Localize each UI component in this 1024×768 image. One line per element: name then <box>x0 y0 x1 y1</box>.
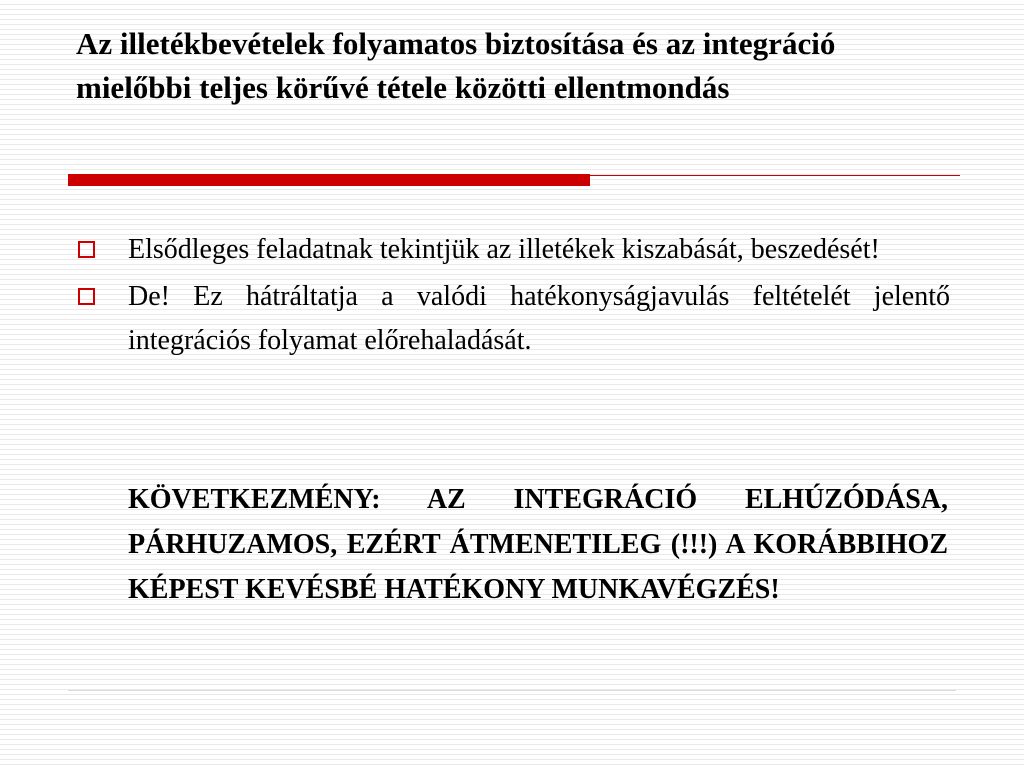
bullet-item <box>78 228 950 272</box>
hollow-square-bullet-icon <box>78 241 95 258</box>
consequence-statement: KÖVETKEZMÉNY: AZ INTEGRÁCIÓ ELHÚZÓDÁSA, PÁRHUZAMOS, EZÉRT ÁTMENETILEG (!!!) A KORÁBBIHOZ KÉPEST KEVÉSBÉ HATÉKONY MUNKAVÉGZÉS! <box>128 484 948 605</box>
bullet-item <box>78 275 950 363</box>
slide-title: Az illetékbevételek folyamatos biztosítása és az integráció mielőbbi teljes körűvé tétele közötti ellentmondás <box>76 26 836 105</box>
footer-divider <box>68 690 956 691</box>
bullet-text: Elsődleges feladatnak tekintjük az illetékek kiszabását, beszedését! <box>128 234 880 265</box>
hollow-square-bullet-icon <box>78 288 95 305</box>
title-underline-thin-line <box>590 175 960 176</box>
bullet-text: De! Ez hátráltatja a valódi hatékonyságjavulás feltételét jelentő integrációs folyamat előrehaladását. <box>128 281 950 356</box>
title-underline-thick-bar <box>68 174 590 186</box>
bullet-list <box>78 228 950 366</box>
title-underline <box>68 174 960 186</box>
